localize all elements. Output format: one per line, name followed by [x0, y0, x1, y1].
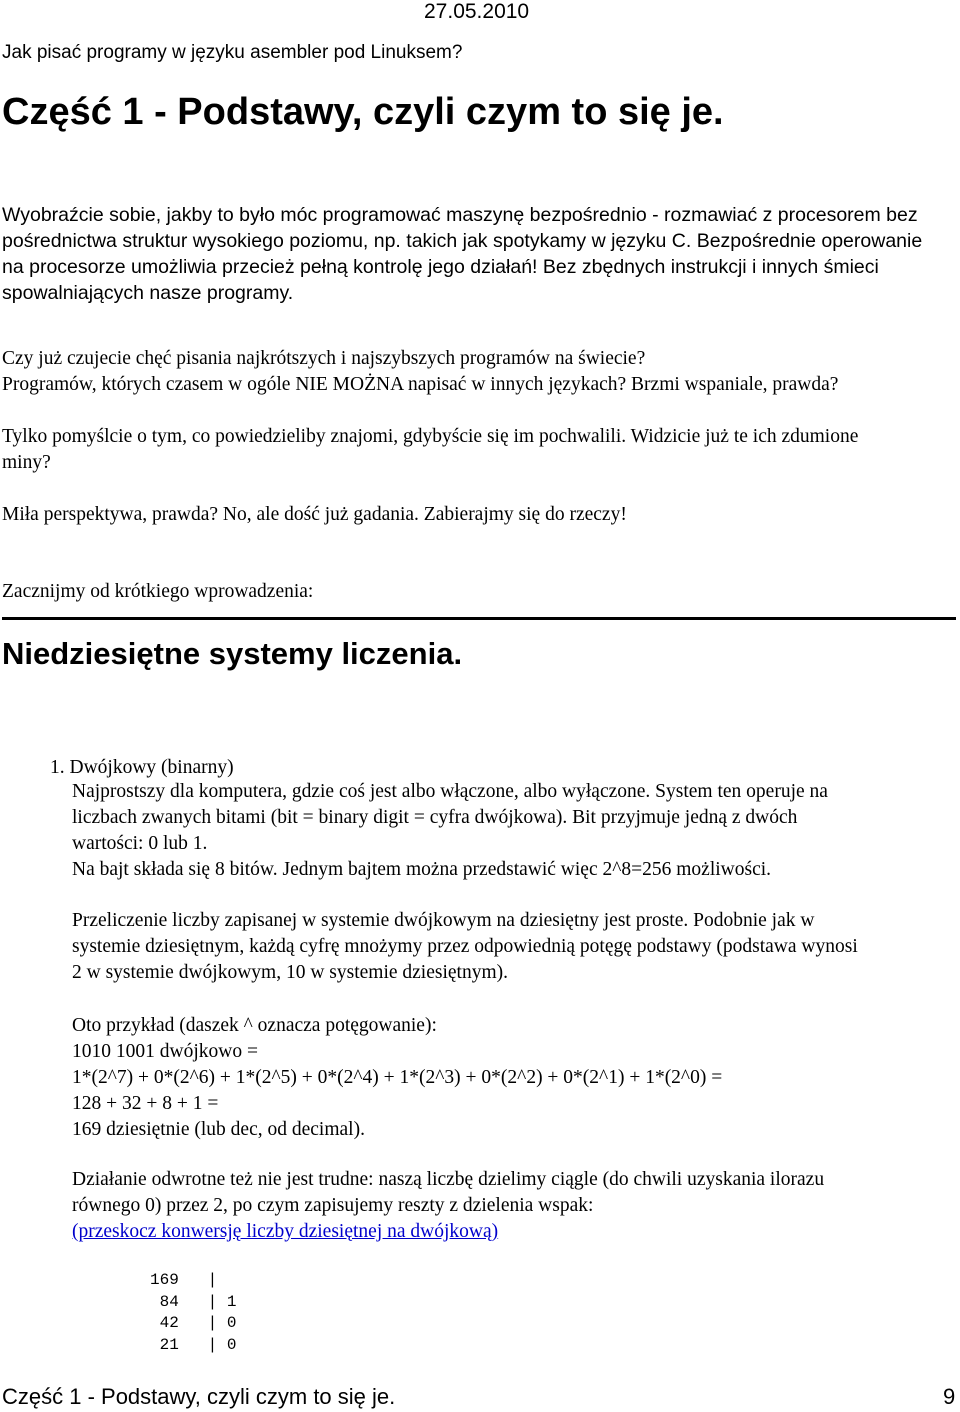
- paragraph-line: Oto przykład (daszek ^ oznacza potęgowanie):: [72, 1015, 437, 1036]
- list-title: Dwójkowy (binarny): [69, 757, 234, 778]
- eager-paragraph: [2, 346, 838, 398]
- paragraph-line: 169 dziesiętnie (lub dec, od decimal).: [72, 1119, 365, 1140]
- division-table: 169 | 84 | 1 42 | 0 21 | 0: [150, 1271, 237, 1354]
- skip-conversion-link[interactable]: (przeskocz konwersję liczby dziesiętnej na dwójkową): [72, 1221, 499, 1242]
- paragraph-line: Na bajt składa się 8 bitów. Jednym bajtem można przedstawić więc 2^8=256 możliwości.: [72, 859, 772, 880]
- paragraph-line: równego 0) przez 2, po czym zapisujemy reszty z dzielenia wspak:: [72, 1195, 594, 1216]
- paragraph-line: liczbach zwanych bitami (bit = binary digit = cyfra dwójkowa). Bit przyjmuje jedną z dwóch: [72, 807, 798, 828]
- paragraph-line: Przeliczenie liczby zapisanej w systemie dwójkowym na dziesiętny jest proste. Podobnie jak w: [72, 910, 815, 931]
- paragraph-line: 128 + 32 + 8 + 1 =: [72, 1093, 219, 1114]
- conversion-paragraph: [72, 908, 858, 986]
- list-item-number: [50, 755, 234, 781]
- paragraph-line: 1*(2^7) + 0*(2^6) + 1*(2^5) + 0*(2^4) + 1*(2^3) + 0*(2^2) + 0*(2^1) + 1*(2^0) =: [72, 1067, 723, 1088]
- friends-paragraph: [2, 424, 858, 476]
- paragraph-line: Działanie odwrotne też nie jest trudne: naszą liczbę dzielimy ciągle (do chwili uzyskania ilorazu: [72, 1169, 825, 1190]
- intro-line: Wyobraźcie sobie, jakby to było móc programować maszynę bezpośrednio - rozmawiać z procesorem bez: [2, 204, 918, 226]
- paragraph-line: systemie dziesiętnym, każdą cyfrę mnożymy przez odpowiednią potęgę podstawy (podstawa wynosi: [72, 936, 858, 957]
- paragraph-line: 2 w systemie dwójkowym, 10 w systemie dziesiętnym).: [72, 962, 508, 983]
- paragraph-line: Miła perspektywa, prawda? No, ale dość już gadania. Zabierajmy się do rzeczy!: [2, 504, 627, 525]
- paragraph-line: 1010 1001 dwójkowo =: [72, 1041, 258, 1062]
- page-title: Część 1 - Podstawy, czyli czym to się je.: [2, 91, 724, 133]
- section-divider: [2, 617, 956, 620]
- paragraph-line: miny?: [2, 452, 51, 473]
- paragraph-line: wartości: 0 lub 1.: [72, 833, 208, 854]
- paragraph-line: Czy już czujecie chęć pisania najkrótszych i najszybszych programów na świecie?: [2, 348, 646, 369]
- paragraph-line: Programów, których czasem w ogóle NIE MOŻNA napisać w innych językach? Brzmi wspaniale, prawda?: [2, 374, 839, 395]
- intro-paragraph: [2, 202, 954, 306]
- header-doc-title: Jak pisać programy w języku asembler pod Linuksem?: [2, 42, 463, 63]
- list-number: 1.: [50, 757, 65, 778]
- reverse-paragraph: [72, 1167, 824, 1245]
- intro-start-paragraph: [2, 579, 313, 605]
- binary-description: [72, 779, 828, 883]
- paragraph-line: Tylko pomyślcie o tym, co powiedzieliby znajomi, gdybyście się im pochwalili. Widzicie już te ich zdumione: [2, 426, 859, 447]
- page-number: 9: [943, 1384, 956, 1409]
- intro-line: spowalniających nasze programy.: [2, 282, 294, 304]
- intro-line: pośrednictwa struktur wysokiego poziomu, np. takich jak spotykamy w języku C. Bezpośrednie operowanie: [2, 230, 923, 252]
- footer-title: Część 1 - Podstawy, czyli czym to się je.: [2, 1384, 396, 1409]
- perspective-paragraph: [2, 502, 627, 528]
- paragraph-line: Zacznijmy od krótkiego wprowadzenia:: [2, 581, 314, 602]
- example-paragraph: [72, 1013, 722, 1143]
- header-date: 27.05.2010: [424, 0, 530, 23]
- intro-line: na procesorze umożliwia przecież pełną kontrolę jego działań! Bez zbędnych instrukcji i innych śmieci: [2, 256, 879, 278]
- paragraph-line: Najprostszy dla komputera, gdzie coś jest albo włączone, albo wyłączone. System ten operuje na: [72, 781, 828, 802]
- section-heading: Niedziesiętne systemy liczenia.: [2, 636, 463, 671]
